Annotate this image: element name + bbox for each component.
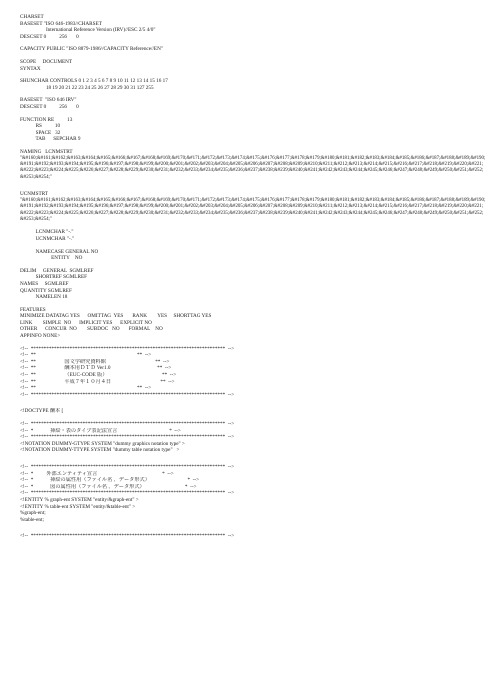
code-line: <!-- ** ** --> [20,385,152,392]
code-line: <!-- ** ** --> [20,352,152,359]
code-line: FEATURES [20,306,46,313]
code-line: <!-- ** 平成７年１０月４日 ** --> [20,378,175,385]
code-line: <!DOCTYPE 酬本 [ [20,408,64,415]
code-line: SPACE 32 [20,129,61,136]
code-line: NAMELEN 18 [20,294,68,301]
naming-heading [20,149,494,156]
code-line: International Reference Version (IRV)//ESC 2/5 4/0" [20,27,156,34]
lcnmstrt-char-refs: "&#160;&#161;&#162;&#163;&#164;&#165;&#166;&#167;&#168;&#169;&#170;&#171;&#172;&#173;&#174;&#175;&#176;&#177;&#178;&#179;&#180;&#181;&#182;&#183;&#184;&#185;&#186;&#187;&#188;&#189;&#190;&#191;&#192;&#193;&#194;&#195;&#196;&#197;&#198;&#199;&#200;&#201;&#202;&#203;&#204;&#205;&#206;&#207;&#208;&#209;&#210;&#211;&#212;&#213;&#214;&#215;&#216;&#217;&#218;&#219;&#220;&#221;&#222;&#223;&#224;&#225;&#226;&#227;&#228;&#229;&#230;&#231;&#232;&#233;&#234;&#235;&#236;&#237;&#238;&#239;&#240;&#241;&#242;&#243;&#244;&#245;&#246;&#247;&#248;&#249;&#250;&#251;&#252;&#253;&#254;" [20,155,486,180]
code-line: <!NOTATION DUMMY-GTYPE SYSTEM "dummy graphics notation type" > [20,440,185,447]
code-line: 18 19 20 21 22 23 24 25 26 27 28 29 30 31 127 255 [20,84,154,91]
code-line: <!NOTATION DUMMY-TTYPE SYSTEM "dummy table notation type" > [20,447,180,454]
code-line: FUNCTION RE 13 [20,116,73,123]
code-line: SYNTAX [20,65,41,72]
code-line: <!-- *************************************************************************** --> [20,463,235,470]
code-line: CHARSET [20,14,44,20]
namecase-block [20,249,494,262]
code-line: <!-- *************************************************************************** --> [20,345,235,352]
doctype-declaration [20,408,494,415]
namechar-block [20,229,494,242]
code-line: NAMECASE GENERAL NO [20,248,99,255]
code-line: DELIM GENERAL SGMLREF [20,267,94,274]
code-line: <!-- ** 国文学研究資料館 ** --> [20,358,170,365]
code-line: <!-- * 外部エンティティ宣言 * --> [20,470,174,477]
code-line: <!-- * 図の属性用（ファイル名 、データ形式） * --> [20,483,197,490]
capacity-block [20,46,494,53]
trailing-comment [20,533,494,540]
code-line: <!-- *************************************************************************** --> [20,533,235,540]
code-line: <!-- ** 酬本用ＤＴＤ Ver1.0 ** --> [20,365,172,372]
code-line: %table-ent; [20,516,44,523]
code-line: APPINFO NONE> [20,333,61,340]
code-line: SHORTREF SGMLREF [20,274,87,281]
code-line: LCNMCHAR "-." [20,229,74,236]
code-line: <!-- *************************************************************************** --> [20,434,235,441]
scope-block [20,59,494,72]
code-line: NAMING LCNMSTRT [20,148,73,155]
code-line: TAB SEPCHAR 9 [20,136,81,143]
code-line: <!-- *************************************************************************** --> [20,421,235,427]
code-line: LINK SIMPLE NO IMPLICIT YES EXPLICIT NO [20,319,152,326]
code-line: <!-- * 挿絵・表のタイプ表記法宣言 * --> [20,427,181,434]
code-line: NAMES SGMLREF [20,280,69,287]
code-line: <!ENTITY % table-ent SYSTEM "entity/&table-ent" > [20,503,136,510]
shunchar-block [20,78,494,91]
ucnmstrt-heading [20,191,494,198]
code-line: UCNMSTRT [20,191,48,198]
delim-block [20,268,494,301]
code-line: <!-- * 挿絵の属性用（ファイル名 、データ形式） * --> [20,477,200,484]
code-line: MINIMIZE DATATAG YES OMITTAG YES RANK YES SHORTTAG YES [20,313,212,320]
code-line: DESCSET 0 256 0 [20,33,79,40]
code-line: <!ENTITY % graph-ent SYSTEM "entity/&graph-ent" > [20,496,139,503]
code-line: <!-- *************************************************************************** --> [20,391,235,398]
header-comment-block [20,346,494,399]
function-block [20,117,494,143]
code-line: QUANTITY SGMLREF [20,287,72,294]
code-line: SCOPE DOCUMENT [20,58,73,65]
features-block [20,307,494,340]
code-line: RS 10 [20,123,61,130]
code-line: ENTITY NO [20,255,83,262]
ucnmstrt-char-refs: "&#160;&#161;&#162;&#163;&#164;&#165;&#166;&#167;&#168;&#169;&#170;&#171;&#172;&#173;&#174;&#175;&#176;&#177;&#178;&#179;&#180;&#181;&#182;&#183;&#184;&#185;&#186;&#187;&#188;&#189;&#190;&#191;&#192;&#193;&#194;&#195;&#196;&#197;&#198;&#199;&#200;&#201;&#202;&#203;&#204;&#205;&#206;&#207;&#208;&#209;&#210;&#211;&#212;&#213;&#214;&#215;&#216;&#217;&#218;&#219;&#220;&#221;&#222;&#223;&#224;&#225;&#226;&#227;&#228;&#229;&#230;&#231;&#232;&#233;&#234;&#235;&#236;&#237;&#238;&#239;&#240;&#241;&#242;&#243;&#244;&#245;&#246;&#247;&#248;&#249;&#250;&#251;&#252;&#253;&#254;" [20,197,486,222]
code-line: CAPACITY PUBLIC "ISO 8879-1986//CAPACITY Reference//EN" [20,46,163,53]
code-line: %graph-ent; [20,510,46,517]
code-line: BASESET "ISO 646-1983//CHARSET [20,20,102,27]
code-line: SHUNCHAR CONTROLS 0 1 2 3 4 5 6 7 8 9 10 11 12 13 14 15 16 17 [20,78,168,85]
code-line: <!-- *************************************************************************** --> [20,490,235,497]
code-line: <!-- ** （EUC-CODE 版） ** --> [20,372,177,379]
code-line: UCNMCHAR "-." [20,235,75,242]
baseset-block [20,97,494,110]
entity-declarations [20,464,494,523]
notation-declarations [20,421,494,454]
charset-block [20,14,494,40]
code-line: BASESET "ISO 646 IRV" [20,97,77,104]
code-line: OTHER CONCUR NO SUBDOC NO FORMAL NO [20,326,163,333]
code-line: DESCSET 0 256 0 [20,103,79,110]
